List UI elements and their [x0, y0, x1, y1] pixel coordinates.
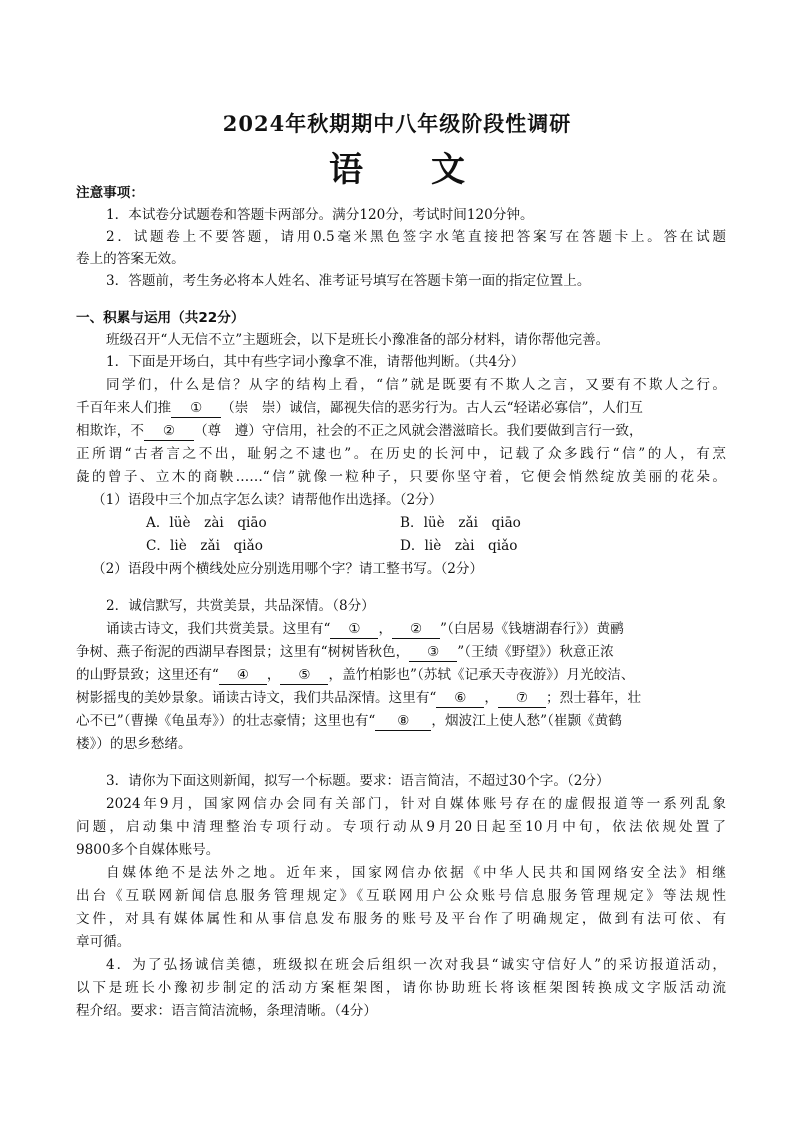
- q4-line-1: 4．为了弘扬诚信美德，班级拟在班会后组织一次对我县“诚实守信好人”的采访报道活动，: [106, 957, 726, 973]
- notice-item-1: 1．本试卷分试题卷和答题卡两部分。满分120分，考试时间120分钟。: [106, 207, 534, 223]
- section-intro: 班级召开“人无信不立”主题班会，以下是班长小豫准备的部分材料，请你帮他完善。: [106, 332, 610, 348]
- q1-options-row-2: [146, 535, 706, 557]
- q1-options-row-1: [146, 512, 706, 534]
- q2-text: 诵读古诗文，我们共赏美景。这里有“: [106, 621, 331, 637]
- exam-title: 2024年秋期期中八年级阶段性调研: [222, 111, 572, 136]
- q3-news-line-1: 2024年9月，国家网信办会同有关部门，针对自媒体账号存在的虚假报道等一系列乱象: [106, 796, 726, 812]
- q2-text: ；烈士暮年，壮: [545, 690, 642, 706]
- q2-line-4: [76, 687, 726, 709]
- q2-line-3: [76, 664, 726, 686]
- q2-line-6: 楼》）的思乡愁绪。: [76, 736, 192, 752]
- q1-text: 千百年来人们推: [76, 400, 172, 416]
- q2-blank-5: ⑤: [280, 666, 328, 685]
- q3-news-line-4: 自媒体绝不是法外之地。近年来，国家网信办依据《中华人民共和国网络安全法》相继: [106, 865, 726, 881]
- q2-stem: 2．诚信默写，共赏美景，共品深情。（8分）: [106, 598, 375, 614]
- q2-blank-1: ①: [330, 620, 378, 639]
- q2-text: ，: [378, 621, 393, 637]
- section-heading: 一、积累与运用（共22分）: [76, 310, 245, 326]
- q3-stem: 3．请你为下面这则新闻，拟写一个标题。要求：语言简洁，不超过30个字。（2分）: [106, 773, 610, 789]
- q2-line-1: [106, 618, 726, 640]
- q1-blank-1: ①: [171, 399, 221, 418]
- option-d: D．liè zài qiǎo: [400, 538, 518, 554]
- q4-line-2: 以下是班长小豫初步制定的活动方案框架图，请你协助班长将该框架图转换成文字版活动流: [76, 980, 726, 996]
- q2-line-2: [76, 641, 726, 663]
- q2-blank-8: ⑧: [375, 712, 431, 731]
- q2-blank-4: ④: [219, 666, 267, 685]
- q1-text: （尊 遵）守信用，社会的不正之风就会潜滋暗长。我们要做到言行一致，: [193, 423, 643, 439]
- q3-news-line-2: 问题，启动集中清理整治专项行动。专项行动从9月20日起至10月中旬，依法依规处置了: [76, 819, 726, 835]
- q3-news-line-5: 出台《互联网新闻信息服务管理规定》《互联网用户公众账号信息服务管理规定》等法规性: [76, 888, 726, 904]
- q2-line-5: [76, 710, 726, 732]
- option-a: A．lüè zài qiāo: [146, 515, 267, 531]
- option-b: B．lüè zǎi qiāo: [400, 515, 521, 531]
- q2-text: ，: [484, 690, 498, 706]
- q2-text: 的山野景致；这里还有“: [76, 667, 219, 683]
- q1-blank-2: ②: [144, 422, 194, 441]
- q1-para-line-4: 正所谓“古者言之不出，耻躬之不逮也”。在历史的长河中，记载了众多践行“信”的人，有烹: [76, 446, 726, 462]
- q4-line-3: 程介绍。要求：语言简洁流畅，条理清晰。（4分）: [76, 1003, 377, 1019]
- q3-news-line-7: 章可循。: [76, 934, 131, 950]
- q2-text: ”（王绩《野望》）秋意正浓: [457, 644, 614, 660]
- q2-blank-6: ⑥: [436, 689, 484, 708]
- q1-stem: 1．下面是开场白，其中有些字词小豫拿不准，请帮他判断。（共4分）: [106, 354, 525, 370]
- q1-text: （崇 崇）诚信，鄙视失信的恶劣行为。古人云“轻诺必寡信”，人们互: [221, 400, 643, 416]
- q3-news-line-3: 9800多个自媒体账号。: [76, 842, 220, 858]
- q2-text: 树影摇曳的美妙景象。诵读古诗文，我们共品深情。这里有“: [76, 690, 437, 706]
- q1-text: 相欺诈，不: [76, 423, 144, 439]
- q2-text: ，盖竹柏影也”（苏轼《记承天寺夜游》）月光皎洁、: [328, 667, 635, 683]
- q2-text: ”（白居易《钱塘湖春行》）黄鹂: [440, 621, 624, 637]
- q1-sub2: （2）语段中两个横线处应分别选用哪个字？请工整书写。（2分）: [92, 561, 484, 577]
- notice-item-3: 3．答题前，考生务必将本人姓名、准考证号填写在答题卡第一面的指定位置上。: [106, 273, 591, 289]
- q1-para-line-5: 彘的曾子、立木的商鞅……“信”就像一粒种子，只要你坚守着，它便会悄然绽放美丽的花朵。: [76, 469, 726, 485]
- q2-text: 心不已”（曹操《龟虽寿》）的壮志豪情；这里也有“: [76, 713, 376, 729]
- option-c: C．liè zǎi qiǎo: [146, 538, 263, 554]
- q2-blank-7: ⑦: [498, 689, 546, 708]
- q3-news-line-6: 文件，对具有媒体属性和从事信息发布服务的账号及平台作了明确规定，做到有法可依、有: [76, 911, 726, 927]
- q1-para-line-1: 同学们，什么是信？从字的结构上看，“信”就是既要有不欺人之言，又要有不欺人之行。: [106, 377, 726, 393]
- notice-item-2-cont: 卷上的答案无效。: [76, 251, 185, 267]
- q1-para-line-3: [76, 420, 726, 442]
- notice-item-2: 2．试题卷上不要答题，请用0.5毫米黑色签字水笔直接把答案写在答题卡上。答在试题: [106, 229, 726, 245]
- subject-char-2: 文: [431, 150, 465, 190]
- q1-sub1: （1）语段中三个加点字怎么读？请帮他作出选择。（2分）: [92, 492, 443, 508]
- q2-blank-3: ③: [409, 643, 457, 662]
- notice-heading: 注意事项：: [76, 185, 144, 201]
- q1-para-line-2: [76, 397, 726, 419]
- q2-blank-2: ②: [392, 620, 440, 639]
- q2-text: ，: [266, 667, 281, 683]
- q2-text: 争树、燕子衔泥的西湖早春图景；这里有“树树皆秋色，: [76, 644, 410, 660]
- q2-text: ，烟波江上使人愁”（崔颢《黄鹤: [431, 713, 622, 729]
- subject-char-1: 语: [329, 150, 363, 190]
